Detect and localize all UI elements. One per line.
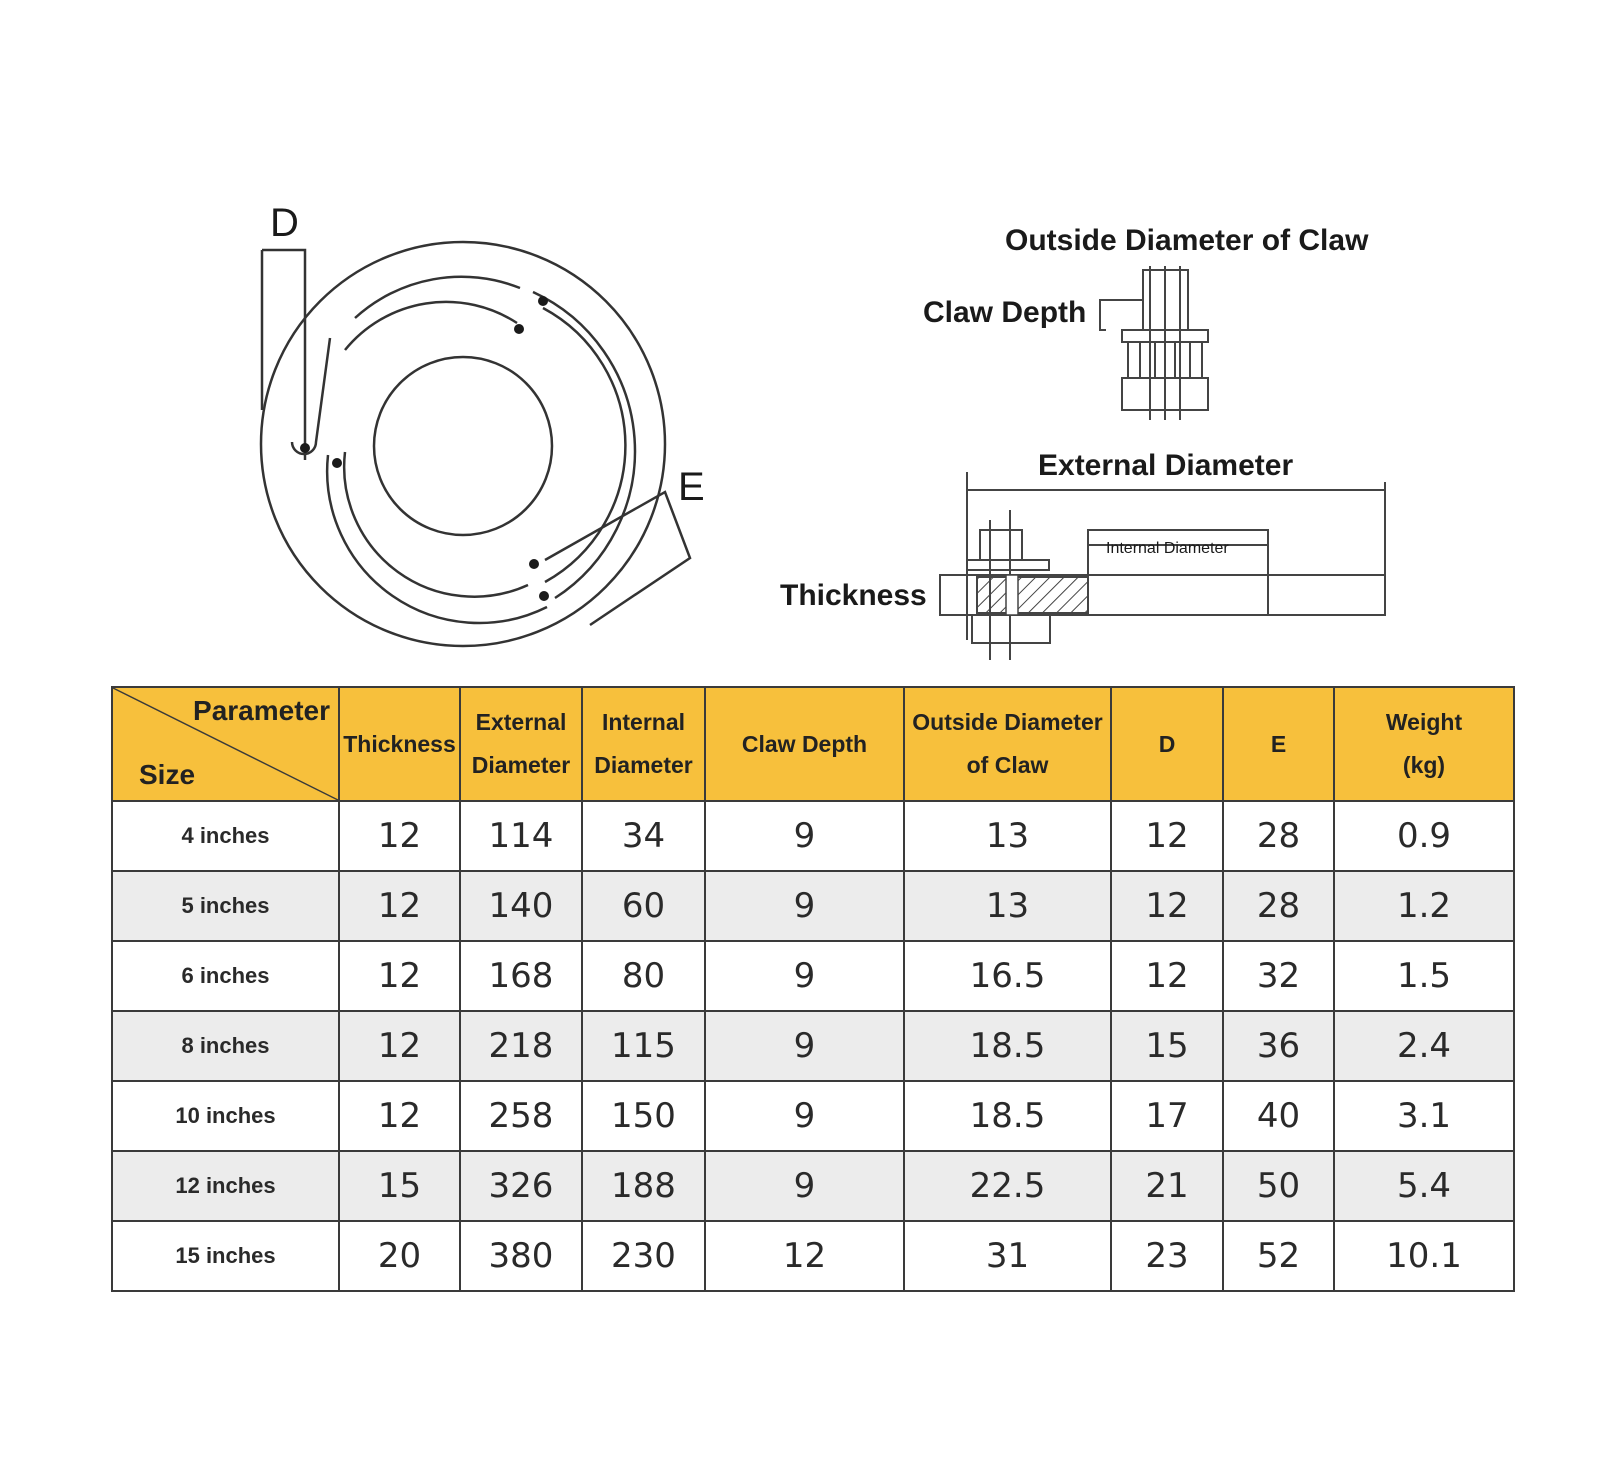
- table-row: [112, 871, 1514, 941]
- hatched-section: [977, 577, 1088, 613]
- value-cell: 31: [904, 1221, 1111, 1291]
- ring-holes: [300, 296, 549, 601]
- column-header: [582, 687, 705, 801]
- hole-dot: [514, 324, 524, 334]
- value-cell: 28: [1223, 801, 1334, 871]
- technical-diagram: [0, 0, 1600, 680]
- column-header-label: Weight: [1385, 709, 1463, 736]
- value-cell: 0.9: [1334, 801, 1514, 871]
- column-header: [904, 687, 1111, 801]
- value-cell: 12: [339, 941, 460, 1011]
- value-cell: 15: [339, 1151, 460, 1221]
- column-header-label: Diameter: [594, 752, 693, 778]
- table-row: [112, 941, 1514, 1011]
- value-cell: 16.5: [904, 941, 1111, 1011]
- column-header-label: D: [1158, 730, 1176, 757]
- value-cell: 12: [339, 871, 460, 941]
- value-cell: 326: [460, 1151, 582, 1221]
- value-cell: 9: [705, 871, 904, 941]
- value-cell: 9: [705, 1151, 904, 1221]
- column-header-label: Claw Depth: [741, 730, 868, 757]
- value-cell: 20: [339, 1221, 460, 1291]
- value-cell: 2.4: [1334, 1011, 1514, 1081]
- size-cell: 12 inches: [112, 1151, 339, 1221]
- value-cell: 9: [705, 941, 904, 1011]
- column-header-label: of Claw: [966, 752, 1049, 778]
- value-cell: 12: [1111, 941, 1223, 1011]
- value-cell: 22.5: [904, 1151, 1111, 1221]
- chuck-ring-drawing: [261, 242, 690, 646]
- value-cell: 380: [460, 1221, 582, 1291]
- column-header-label: Internal: [601, 709, 686, 736]
- table-body: [112, 801, 1514, 1291]
- value-cell: 23: [1111, 1221, 1223, 1291]
- label-internal-diameter: Internal Diameter: [1106, 540, 1229, 557]
- value-cell: 12: [339, 1081, 460, 1151]
- column-header-label: Outside Diameter: [912, 709, 1103, 736]
- value-cell: 150: [582, 1081, 705, 1151]
- size-cell: 6 inches: [112, 941, 339, 1011]
- value-cell: 32: [1223, 941, 1334, 1011]
- column-header: [1111, 687, 1223, 801]
- column-header-label: Thickness: [343, 730, 456, 757]
- size-cell: 4 inches: [112, 801, 339, 871]
- value-cell: 1.2: [1334, 871, 1514, 941]
- value-cell: 13: [904, 871, 1111, 941]
- spec-table: [111, 686, 1515, 1292]
- value-cell: 28: [1223, 871, 1334, 941]
- size-cell: 8 inches: [112, 1011, 339, 1081]
- value-cell: 1.5: [1334, 941, 1514, 1011]
- value-cell: 115: [582, 1011, 705, 1081]
- hole-dot: [538, 296, 548, 306]
- corner-size: Size: [139, 759, 196, 791]
- table-row: [112, 801, 1514, 871]
- hole-dot: [300, 443, 310, 453]
- hole-dot: [332, 458, 342, 468]
- claw-detail-drawing: [1100, 266, 1208, 420]
- table-row: [112, 1221, 1514, 1291]
- value-cell: 12: [339, 801, 460, 871]
- table-row: [112, 1011, 1514, 1081]
- value-cell: 15: [1111, 1011, 1223, 1081]
- value-cell: 114: [460, 801, 582, 871]
- value-cell: 3.1: [1334, 1081, 1514, 1151]
- column-header: [1334, 687, 1514, 801]
- value-cell: 36: [1223, 1011, 1334, 1081]
- value-cell: 168: [460, 941, 582, 1011]
- label-outside-diameter-of-claw: Outside Diameter of Claw: [1005, 224, 1369, 257]
- value-cell: 10.1: [1334, 1221, 1514, 1291]
- label-claw-depth: Claw Depth: [923, 296, 1087, 329]
- value-cell: 258: [460, 1081, 582, 1151]
- value-cell: 12: [1111, 801, 1223, 871]
- value-cell: 17: [1111, 1081, 1223, 1151]
- value-cell: 12: [1111, 871, 1223, 941]
- size-cell: 5 inches: [112, 871, 339, 941]
- value-cell: 5.4: [1334, 1151, 1514, 1221]
- value-cell: 9: [705, 1081, 904, 1151]
- table-header-row: [112, 687, 1514, 801]
- cross-section-drawing: [940, 472, 1385, 660]
- value-cell: 80: [582, 941, 705, 1011]
- value-cell: 9: [705, 801, 904, 871]
- corner-header: [112, 687, 339, 801]
- hole-dot: [539, 591, 549, 601]
- bolt-shaft: [1006, 575, 1018, 615]
- value-cell: 18.5: [904, 1081, 1111, 1151]
- value-cell: 34: [582, 801, 705, 871]
- corner-parameter: Parameter: [193, 695, 330, 726]
- value-cell: 60: [582, 871, 705, 941]
- value-cell: 40: [1223, 1081, 1334, 1151]
- value-cell: 13: [904, 801, 1111, 871]
- value-cell: 18.5: [904, 1011, 1111, 1081]
- size-cell: 10 inches: [112, 1081, 339, 1151]
- column-header: [339, 687, 460, 801]
- column-header-label: External: [475, 709, 567, 736]
- label-d: D: [270, 201, 299, 245]
- value-cell: 21: [1111, 1151, 1223, 1221]
- size-cell: 15 inches: [112, 1221, 339, 1291]
- column-header: [460, 687, 582, 801]
- label-thickness: Thickness: [780, 579, 927, 612]
- value-cell: 140: [460, 871, 582, 941]
- value-cell: 188: [582, 1151, 705, 1221]
- column-header-label: Diameter: [471, 752, 571, 778]
- column-header-label: (kg): [1402, 752, 1446, 778]
- column-header-label: E: [1270, 730, 1287, 757]
- value-cell: 52: [1223, 1221, 1334, 1291]
- hole-dot: [529, 559, 539, 569]
- column-header: [1223, 687, 1334, 801]
- label-e: E: [678, 465, 705, 509]
- table-row: [112, 1081, 1514, 1151]
- value-cell: 218: [460, 1011, 582, 1081]
- table-row: [112, 1151, 1514, 1221]
- label-external-diameter: External Diameter: [1038, 449, 1294, 482]
- value-cell: 12: [339, 1011, 460, 1081]
- value-cell: 50: [1223, 1151, 1334, 1221]
- value-cell: 12: [705, 1221, 904, 1291]
- value-cell: 230: [582, 1221, 705, 1291]
- column-header: [705, 687, 904, 801]
- value-cell: 9: [705, 1011, 904, 1081]
